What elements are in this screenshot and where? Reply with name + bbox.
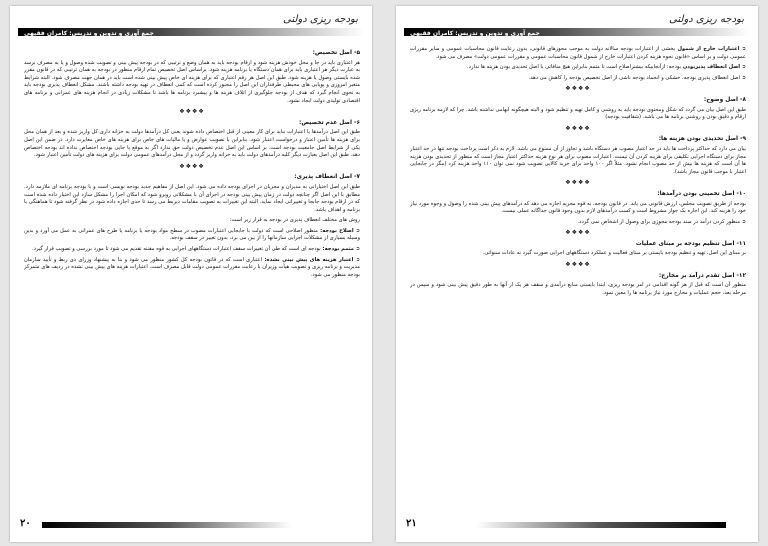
- page-footer: [18, 518, 364, 532]
- header-logo: بودجه ریزی دولتی: [283, 14, 358, 25]
- page-header: [18, 14, 364, 40]
- footer-bar: [42, 522, 292, 528]
- page-right: [396, 6, 758, 542]
- header-title: جمع آوری و تدوین و تدریس: کامران فقیهی: [24, 30, 154, 37]
- ornament-divider: ❖❖❖❖: [565, 124, 591, 132]
- bullet-text: اصل انعطاف پذیری بودجه، خشکی و انجماد بودجه ناشی از اصل تخصیص بودجه را کاهش می دهد.: [528, 74, 740, 81]
- bullet-arrow-icon: ➲: [353, 227, 360, 234]
- body-paragraph: طبق این اصل اختیاراتی به مدیران و مجریان در اجرای بودجه داده می شود. این اصل از مفاهیم جدید بودجه نویسی است و با بودجه برنامه ای ملازمه دارد. مطابق با این اصل اگر چنانچه دولت در زمان پیش بینی بودجه در اجرای آن با مشکلاتی روبرو شود که امکان اجرا را مشکل سازد این اختیار داده شده است که در ارقام بودجه جابجا و تغییراتی ایجاد نماید. البته این تغییرات به تصویب مقامات ذیربط می رسد تا حدی اجازه داده شود در نظر گرفته شود تا هماهنگی با برنامه و اهداف باشد.: [24, 183, 360, 213]
- bullet-text: بودجه ای است که طی آن تغییرات سقف اعتبارات دستگاههای اجرایی به قوه مقننه تقدیم می شود تا مورد بررسی و تصویب قرار گیرد.: [32, 246, 321, 253]
- header-logo: بودجه ریزی دولتی: [669, 14, 744, 25]
- page-number: ۲۰: [20, 518, 31, 529]
- body-paragraph: منظور آن است که قبل از هر گونه اقدامی در امر بودجه ریزی، ابتدا بایستی منابع درآمدی و سقف هر یک از آنها به طور دقیق پیش بینی شود و سپس در مرحله بعد، حجم عملیات و مخارج مورد نیاز برنامه ها را معین نمود.: [410, 282, 746, 296]
- body-paragraph: روش های مختلف انعطاف پذیری در بودجه به قرار زیر است:: [229, 217, 360, 224]
- bullet-paragraph: [24, 257, 360, 280]
- section-heading: ۸- اصل وضوح:: [703, 96, 746, 103]
- page-content: [410, 46, 746, 508]
- page-left: [10, 6, 372, 542]
- bullet-paragraph: [24, 228, 360, 243]
- ornament-divider: ❖❖❖❖: [179, 162, 205, 170]
- ornament-divider: ❖❖❖❖: [565, 261, 591, 269]
- bullet-paragraph: [410, 219, 746, 227]
- bullet-arrow-icon: ➲: [354, 246, 360, 253]
- ornament-divider: ❖❖❖❖: [179, 108, 205, 116]
- body-paragraph: بر مبنای این اصل، تهیه و تنظیم بودجه بایستی بر مبنای فعالیت و عملکرد دستگاههای اجرایی صورت گیرد نه عادات سنواتی.: [482, 250, 746, 257]
- bullet-arrow-icon: ➲: [740, 64, 746, 71]
- bullet-label: اعتبارات خارج از شمول: [675, 46, 740, 52]
- body-paragraph: طبق این اصل درآمدها یا اعتبارات نباید برای کار معینی از قبل اختصاص داده شوند یعنی کل درآمدها دولت به خزانه داری کل واریز شده و بعد از همان محل برای هزینه ها تأمین اعتبار و درخواست اعتبار شود. بنابراین با تصویب عوارض و یا مالیات های خاص برای هزینه های خاص مغایرت دارد. در ضمن این اصل یکی از شرایط اصل جامعیت بودجه است. بر اساس این اصل عدم تخصیص دولت حق ندارد اگر به موقع یا جایی بودجه اختصاص نداده اند بودجه اختصاص دهد. طبق این اصل بعبارت دیگر کلیه درآمدهای دولت باید به خزانه واریز گردد و از محل درآمدهای عمومی دولت برای هزینه های دولت تأمین اعتبار شود.: [24, 129, 360, 159]
- section-heading: ۵- اصل تخصیص:: [312, 50, 360, 56]
- bullet-paragraph: [410, 46, 746, 61]
- ornament-divider: ❖❖❖❖: [565, 229, 591, 237]
- bullet-text: منظور اصلاحی است که دولت با جابجایی اعتبارات مصوب در سطح مواد بودجه یا برنامه یا طرح های عمرانی به عمل می آورد و بدین وسیله بسیاری از مشکلات اجرایی سازمانها را از بین می برد، بدون تغییر در سقف بودجه.: [24, 227, 360, 242]
- bullet-arrow-icon: ➲: [739, 46, 746, 52]
- bullet-arrow-icon: ➲: [740, 218, 746, 225]
- bullet-paragraph: [410, 75, 746, 83]
- page-header: [404, 14, 750, 40]
- section-heading: ۹- اصل تحدیدی بودن هزینه ها:: [658, 136, 746, 143]
- bullet-text: منظور کردن درآمد در سند بودجه مجوزی برای وصول از اشخاص نمی گردد.: [577, 218, 740, 225]
- section-heading: ۷- اصل انعطاف پذیری:: [294, 174, 360, 181]
- header-title: جمع آوری و تدوین و تدریس: کامران فقیهی: [410, 30, 540, 37]
- bullet-text: بودجه: ازآنجاییکه بیشتراصلاح است تا متمم بنابراین هیچ منافاتی با اصل تحدیدی بودن هزینه ها ندارد.: [466, 64, 682, 71]
- bullet-text: بخشی از اعتبارات بودجه سالانه دولت به موجب مجوزهای قانونی، بدون رعایت قانون محاسبات عمومی و سایر مقررات عمومی دولت و بر اساس «قانون نحوه هزینه کردن اعتبارات خارج از شمول قانون محاسبات عمومی و مقررات عمومی دولت» مصرف می شود.: [410, 46, 746, 60]
- bullet-label: اصلاح بودجه:: [317, 227, 354, 234]
- bullet-paragraph: [410, 64, 746, 72]
- ornament-divider: ❖❖❖❖: [565, 179, 591, 187]
- body-paragraph: هر اعتباری باید در جا و محل خودش هزینه شود و ارقام بودجه باید به همان وضع و ترتیبی که در بودجه پیش بینی و تصویب شده وصول و یا به مصرف برسد به عبارت دیگر هر اعتباری باید برای همان دستگاه یا برنامه هزینه شود. براساس اصل تخصیص تمام ارقام منظور در بودجه به همان ترتیبی که در قانون مقرر شده بایستی وصول یا هزینه شود. طبق این اصل هر رقم اعتباری که برای هزینه ای خاص پیش بینی شده است باید در همان جهت مصرف شود. البته شرایط متغیر امروزی و پویایی های محیطی طرفداران این اصل را مجبور کرده است که کمی انعطاف در تهیه بودجه داشته باشند. مشکل انعطاف پذیری بودجه باید به نحوی انجام گیرد که هدف از بودجه جلوگیری از اتلاف هزینه ها و پیشبرد برنامه ها باشد تا مشکلات زیادی در انجام هزینه های عمرانی و برنامه های اقتصادی تولیدی دولت ایجاد نشود.: [24, 59, 360, 104]
- bullet-arrow-icon: ➲: [740, 74, 746, 81]
- footer-bar: [476, 522, 726, 528]
- ornament-divider: ❖❖❖❖: [565, 85, 591, 93]
- bullet-text: اعتباری است که در قانون بودجه کل کشور منظور می شود و بنا به پیشنهاد وزرای ذی ربط و تأیید سازمان مدیریت و برنامه ریزی و تصویب هیأت وزیران با رعایت مقررات عمومی دولت قابل مصرف است. اعتبارات هزینه های پیش بینی نشده در ردیف های متمرکز بودجه منظور می شود.: [24, 256, 360, 278]
- body-paragraph: بیان می دارد که حداکثر پرداخت ها باید در حد اعتبار مصوب هر دستگاه باشد و تجاوز از آن ممنوع می باشد. لازم به ذکر است پرداخت بودجه تنها در حد اعتبار مجاز برای دستگاه اجرایی تکلیفی برای هزینه کردن آن نیست. اعتبارات مصوب برای هر نوع هزینه حداکثر اعتبار مجاز است که منظور از تحدیدی بودن هزینه ها آن است که هزینه ها بیش از حد مصوب انجام نشود. مثلاً اگر ۱۰۰ واحد برای خرید کالایی تصویب شود نمی توان ۱۱۰ واحد هزینه کرد (مگر در جابجایی اعتبار با موجب قانون مجاز باشد).: [410, 145, 746, 175]
- body-paragraph: بودجه از طریق تصویب مجلس، ارزش قانونی می یابد. در قانون بودجه، به قوه مجریه اجازه می دهد که درآمدهای پیش بینی شده را وصول و وجوه مورد نیاز خود را هزینه کند. این اجازه یک جواز مشروط است و کسب درآمدهای لازم بدون وجود قانون جداگانه عملی نیست.: [410, 200, 746, 215]
- bullet-paragraph: [24, 246, 360, 254]
- page-footer: [404, 518, 750, 532]
- section-heading: ۱۲- اصل تقدم درآمد بر مخارج:: [658, 272, 746, 279]
- bullet-label: اصل انعطاف پذیربودن: [681, 64, 740, 71]
- bullet-label: اعتبار هزینه های پیش بینی نشده:: [261, 256, 354, 263]
- bullet-arrow-icon: ➲: [353, 256, 360, 263]
- section-heading: ۶- اصل عدم تخصیص:: [299, 119, 360, 126]
- section-heading: ۱۱- اصل تنظیم بودجه بر مبنای عملیات: [635, 240, 746, 247]
- page-content: [24, 46, 360, 508]
- page-number: ۲۱: [406, 518, 417, 529]
- section-heading: ۱۰- اصل تخمینی بودن درآمدها:: [657, 190, 746, 197]
- bullet-label: متمم بودجه:: [320, 246, 354, 253]
- body-paragraph: طبق این اصل بیان می گردد که شکل ومحتوی بودجه باید به روشنی و کامل تهیه و تنظیم شود و البته هیچگونه ابهامی نداشته باشد. چرا که لازمه برنامه ریزی ارقام و دقیق بودن و روشنی برنامه ها می باشد. (شفافیت بودجه): [410, 106, 746, 121]
